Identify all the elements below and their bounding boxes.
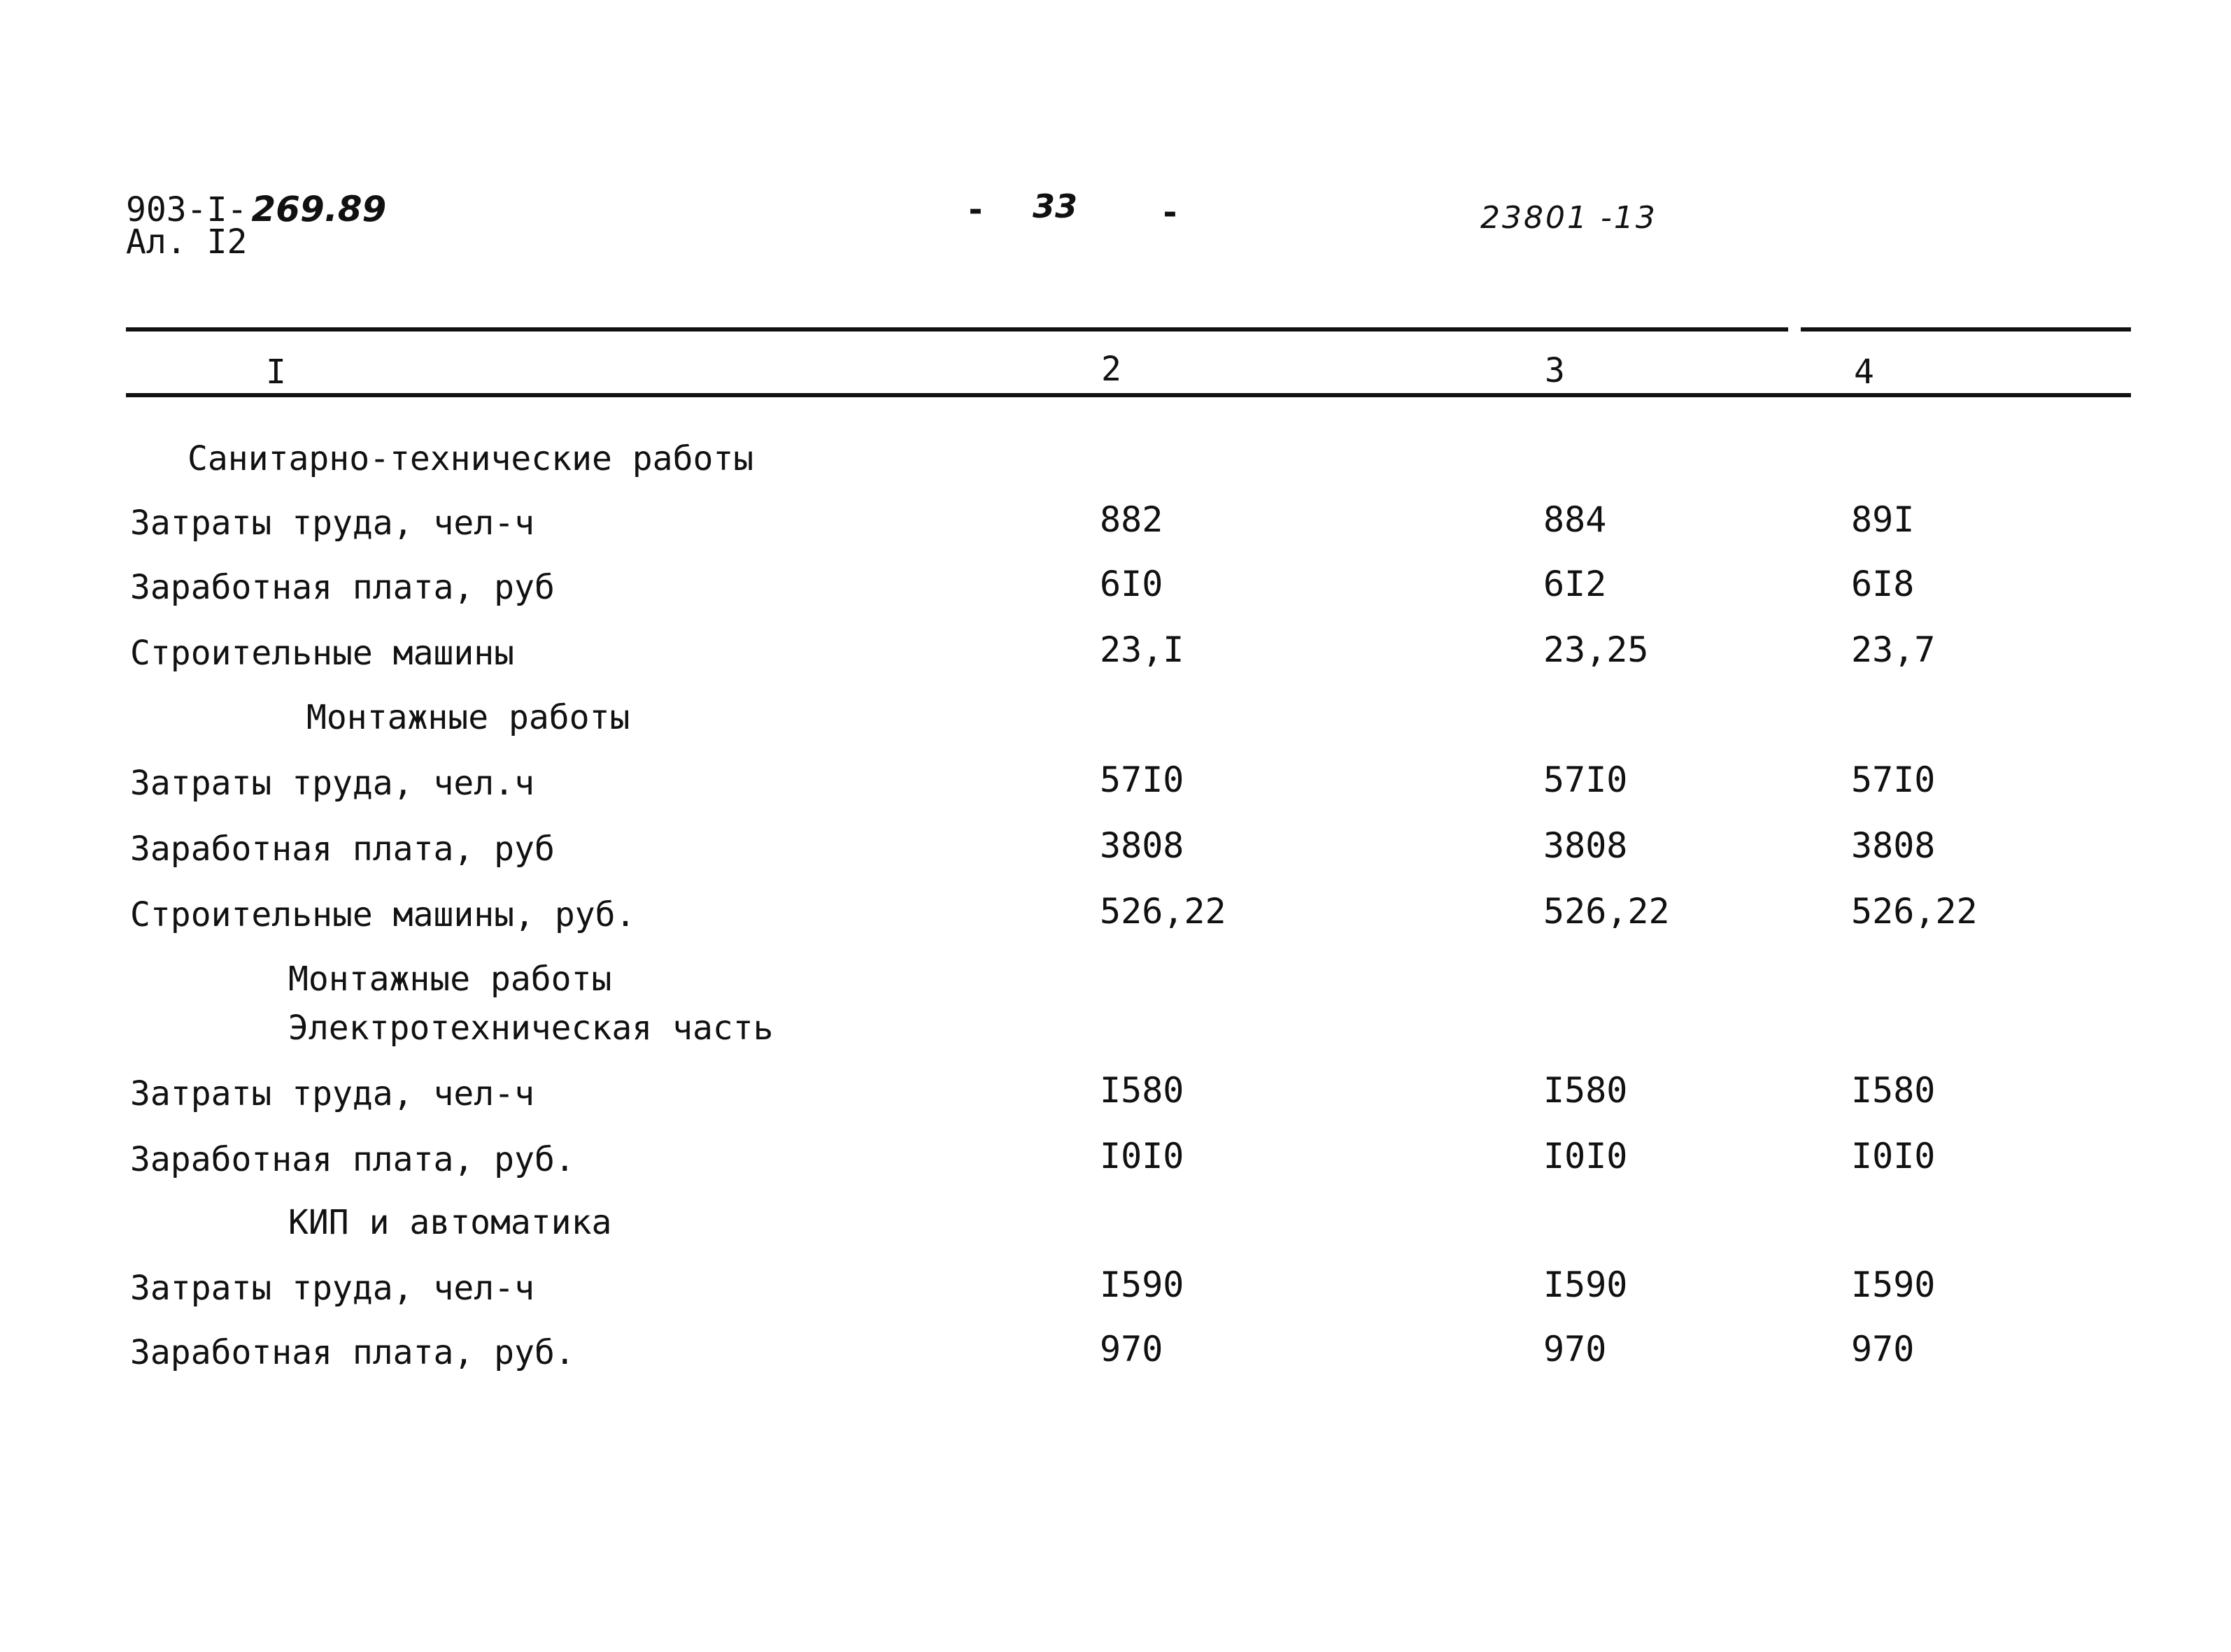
cell-col2: 970 (1100, 1329, 1163, 1369)
cell-col3: 23,25 (1543, 629, 1649, 670)
row-label: Заработная плата, руб. (130, 1333, 575, 1372)
cell-col3: 6I2 (1543, 564, 1607, 604)
table-header-bottom-rule (126, 393, 2131, 397)
cell-col4: 23,7 (1851, 629, 1936, 670)
cell-col4: 970 (1851, 1329, 1915, 1369)
section-title-installation-2: Монтажные работы (288, 960, 612, 999)
row-label: Затраты труда, чел-ч (130, 1074, 534, 1113)
table-top-rule-right (1801, 327, 2131, 332)
section-title-installation: Монтажные работы (306, 698, 630, 737)
section-title-sanitary: Санитарно-технические работы (187, 439, 754, 478)
cell-col2: I0I0 (1100, 1136, 1184, 1176)
cell-col3: 884 (1543, 499, 1607, 540)
table-row (0, 1329, 2231, 1397)
page-dash-right: - (1160, 193, 1180, 232)
row-label: Затраты труда, чел.ч (130, 764, 534, 803)
table-row (0, 1070, 2231, 1139)
cell-col4: 57I0 (1851, 760, 1936, 800)
row-label: Заработная плата, руб (130, 568, 555, 607)
cell-col3: 970 (1543, 1329, 1607, 1369)
cell-col3: I590 (1543, 1265, 1628, 1305)
column-header-3: 3 (1545, 351, 1565, 390)
row-label: Строительные машины, руб. (130, 895, 636, 934)
cell-col3: 57I0 (1543, 760, 1628, 800)
cell-col4: I0I0 (1851, 1136, 1936, 1176)
doc-number: 23801 -13 (1480, 200, 1657, 236)
row-label: Затраты труда, чел-ч (130, 504, 534, 543)
cell-col3: I580 (1543, 1070, 1628, 1111)
cell-col2: I580 (1100, 1070, 1184, 1111)
cell-col2: 526,22 (1100, 891, 1226, 932)
cell-col2: I590 (1100, 1265, 1184, 1305)
page-dash-left: - (965, 190, 986, 229)
cell-col2: 882 (1100, 499, 1163, 540)
page-number: 33 (1033, 187, 1078, 225)
cell-col3: 3808 (1543, 825, 1628, 866)
row-label: Строительные машины (130, 634, 515, 673)
cell-col2: 57I0 (1100, 760, 1184, 800)
row-label: Заработная плата, руб. (130, 1140, 575, 1179)
row-label: Затраты труда, чел-ч (130, 1269, 534, 1308)
cell-col4: I580 (1851, 1070, 1936, 1111)
document-code-handwritten: 269.89 (251, 189, 387, 229)
table-row (0, 564, 2231, 632)
section-subtitle-electrical: Электротехническая часть (288, 1009, 774, 1048)
table-row (0, 499, 2231, 568)
cell-col4: I590 (1851, 1265, 1936, 1305)
table-row (0, 891, 2231, 960)
cell-col4: 89I (1851, 499, 1915, 540)
cell-col4: 6I8 (1851, 564, 1915, 604)
table-row (0, 629, 2231, 698)
document-code-prefix: 903-I- (126, 190, 248, 229)
cell-col4: 3808 (1851, 825, 1936, 866)
table-row (0, 1265, 2231, 1333)
column-header-2: 2 (1101, 350, 1121, 389)
cell-col4: 526,22 (1851, 891, 1978, 932)
cell-col3: I0I0 (1543, 1136, 1628, 1176)
cell-col2: 3808 (1100, 825, 1184, 866)
column-header-1: I (266, 353, 286, 392)
row-label: Заработная плата, руб (130, 829, 555, 869)
cell-col3: 526,22 (1543, 891, 1670, 932)
table-row (0, 1136, 2231, 1204)
table-row (0, 760, 2231, 828)
table-row (0, 825, 2231, 894)
cell-col2: 23,I (1100, 629, 1184, 670)
table-top-rule-left (126, 327, 1788, 332)
cell-col2: 6I0 (1100, 564, 1163, 604)
column-header-4: 4 (1854, 353, 1874, 392)
section-title-automation: КИП и автоматика (288, 1203, 612, 1242)
album-number: Ал. I2 (126, 222, 248, 262)
